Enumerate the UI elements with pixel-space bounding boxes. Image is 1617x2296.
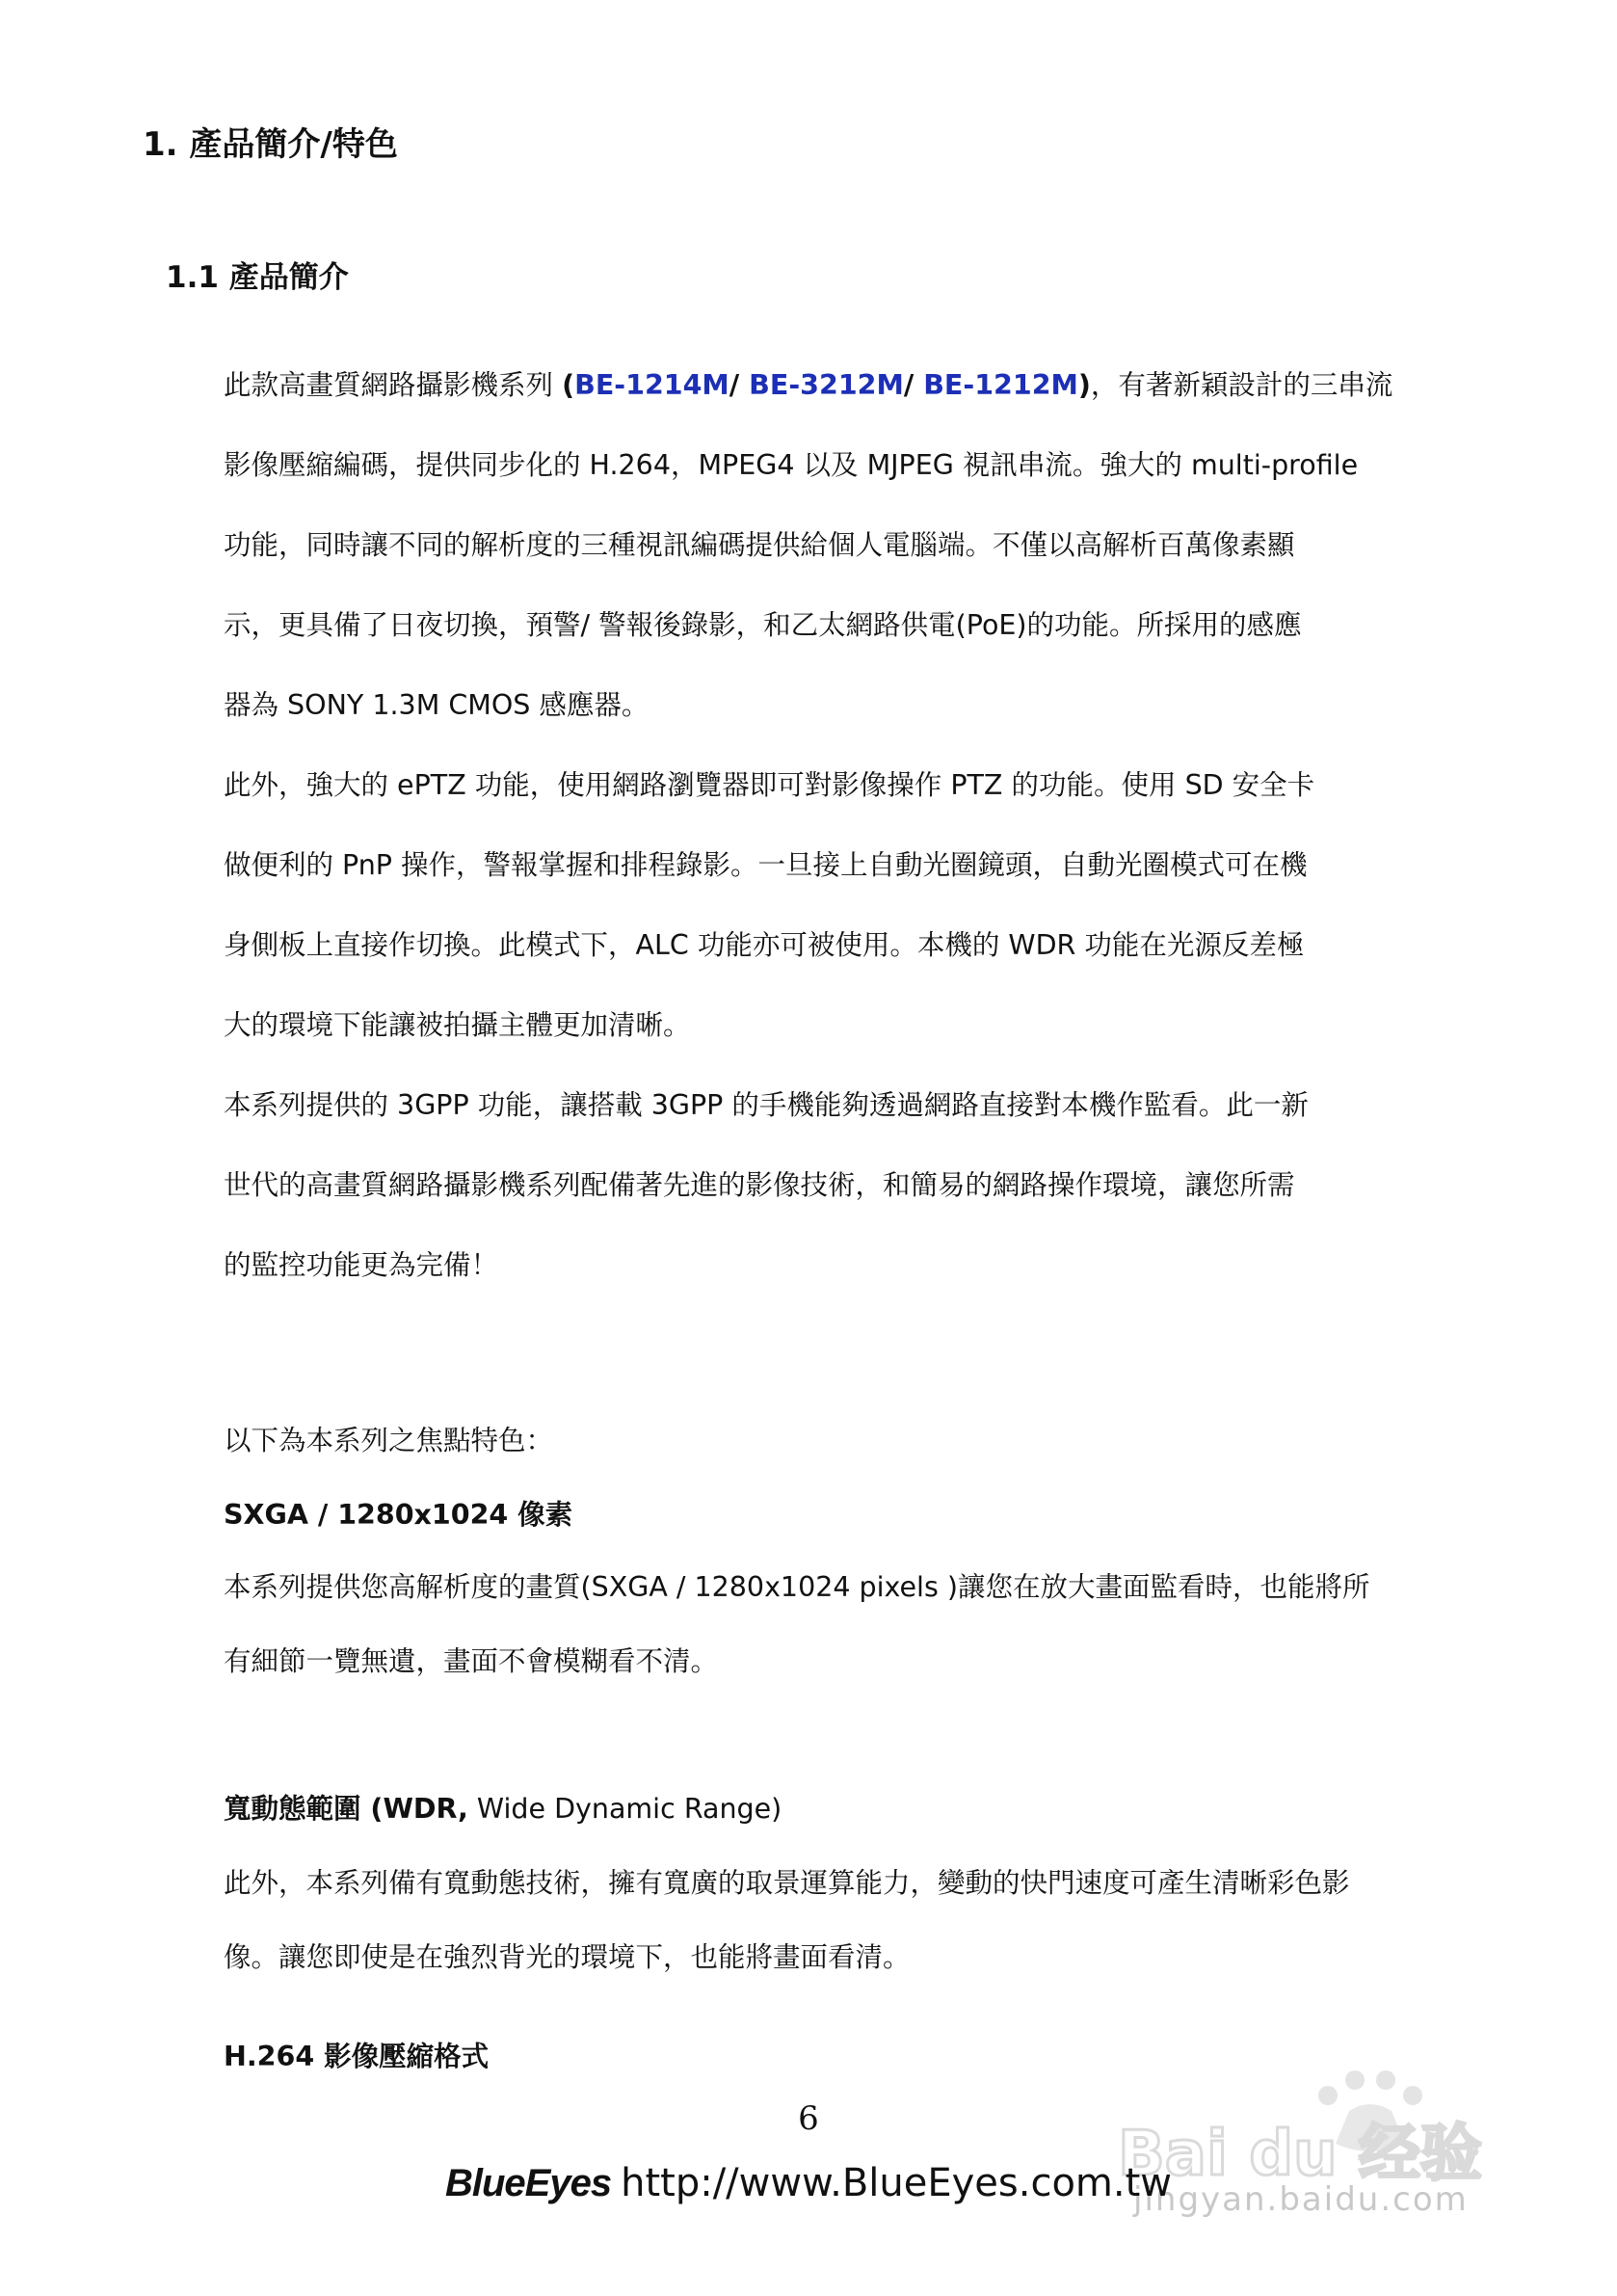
feature-text-sxga-2: 有細節一覽無遺，畫面不會模糊看不清。 — [224, 1645, 719, 1677]
feature-text-wdr-1: 此外，本系列備有寬動態技術，擁有寬廣的取景運算能力，變動的快門速度可產生清晰彩色影 — [224, 1867, 1350, 1899]
footer — [445, 2161, 1172, 2205]
wdr-title-en: Wide Dynamic Range) — [467, 1793, 782, 1825]
feature-title-sxga: SXGA / 1280x1024 像素 — [224, 1499, 573, 1531]
brand-logo: BlueEyes — [445, 2162, 612, 2204]
intro-line-12: 的監控功能更為完備！ — [224, 1249, 499, 1281]
separator: / — [903, 369, 924, 401]
features-lead: 以下為本系列之焦點特色： — [224, 1425, 554, 1456]
footer-url[interactable]: http://www.BlueEyes.com.tw — [621, 2161, 1173, 2205]
intro-line-8: 身側板上直接作切換。此模式下，ALC 功能亦可被使用。本機的 WDR 功能在光源反差極 — [224, 929, 1305, 961]
intro-line-7: 做便利的 PnP 操作，警報掌握和排程錄影。一旦接上自動光圈鏡頭，自動光圈模式可在機 — [224, 849, 1308, 881]
model-name: BE-1212M — [923, 369, 1078, 401]
separator: / — [729, 369, 750, 401]
page-number: 6 — [798, 2099, 819, 2138]
intro-line-3: 功能，同時讓不同的解析度的三種視訊編碼提供給個人電腦端。不僅以高解析百萬像素顯 — [224, 529, 1295, 561]
intro-line-10: 本系列提供的 3GPP 功能，讓搭載 3GPP 的手機能夠透過網路直接對本機作監看。此一新 — [224, 1089, 1309, 1121]
intro-text: ，有著新穎設計的三串流 — [1090, 369, 1393, 401]
intro-line-6: 此外，強大的 ePTZ 功能，使用網路瀏覽器即可對影像操作 PTZ 的功能。使用 SD 安全卡 — [224, 769, 1315, 801]
intro-line-11: 世代的高畫質網路攝影機系列配備著先進的影像技術，和簡易的網路操作環境，讓您所需 — [224, 1169, 1295, 1201]
paren-open: ( — [562, 369, 575, 401]
feature-text-sxga-1: 本系列提供您高解析度的畫質(SXGA / 1280x1024 pixels )讓您在放大畫面監看時，也能將所 — [224, 1571, 1370, 1603]
intro-line-4: 示，更具備了日夜切換，預警/ 警報後錄影，和乙太網路供電(PoE)的功能。所採用的感應 — [224, 609, 1302, 641]
feature-text-wdr-2: 像。讓您即使是在強烈背光的環境下，也能將畫面看清。 — [224, 1941, 911, 1973]
intro-line-2: 影像壓縮編碼，提供同步化的 H.264，MPEG4 以及 MJPEG 視訊串流。強大的 multi-profile — [224, 449, 1359, 481]
paren-close: ) — [1077, 369, 1091, 401]
wdr-title-abbr: WDR, — [383, 1793, 468, 1825]
intro-text: 此款高畫質網路攝影機系列 — [224, 369, 563, 401]
feature-title-wdr — [224, 1793, 782, 1826]
intro-line-1 — [224, 369, 1392, 402]
section-heading: 1. 產品簡介/特色 — [143, 125, 398, 164]
wdr-title-cn: 寬動態範圍 ( — [224, 1793, 384, 1825]
watermark-logo-text: Bai du 经验 — [1118, 2119, 1482, 2190]
model-name: BE-1214M — [574, 369, 729, 401]
intro-line-5: 器為 SONY 1.3M CMOS 感應器。 — [224, 689, 649, 721]
subsection-heading: 1.1 產品簡介 — [166, 260, 349, 295]
intro-line-9: 大的環境下能讓被拍攝主體更加清晰。 — [224, 1009, 691, 1041]
model-name: BE-3212M — [749, 369, 904, 401]
feature-title-h264: H.264 影像壓縮格式 — [224, 2041, 490, 2072]
watermark-site: jingyan.baidu.com — [1133, 2180, 1469, 2219]
